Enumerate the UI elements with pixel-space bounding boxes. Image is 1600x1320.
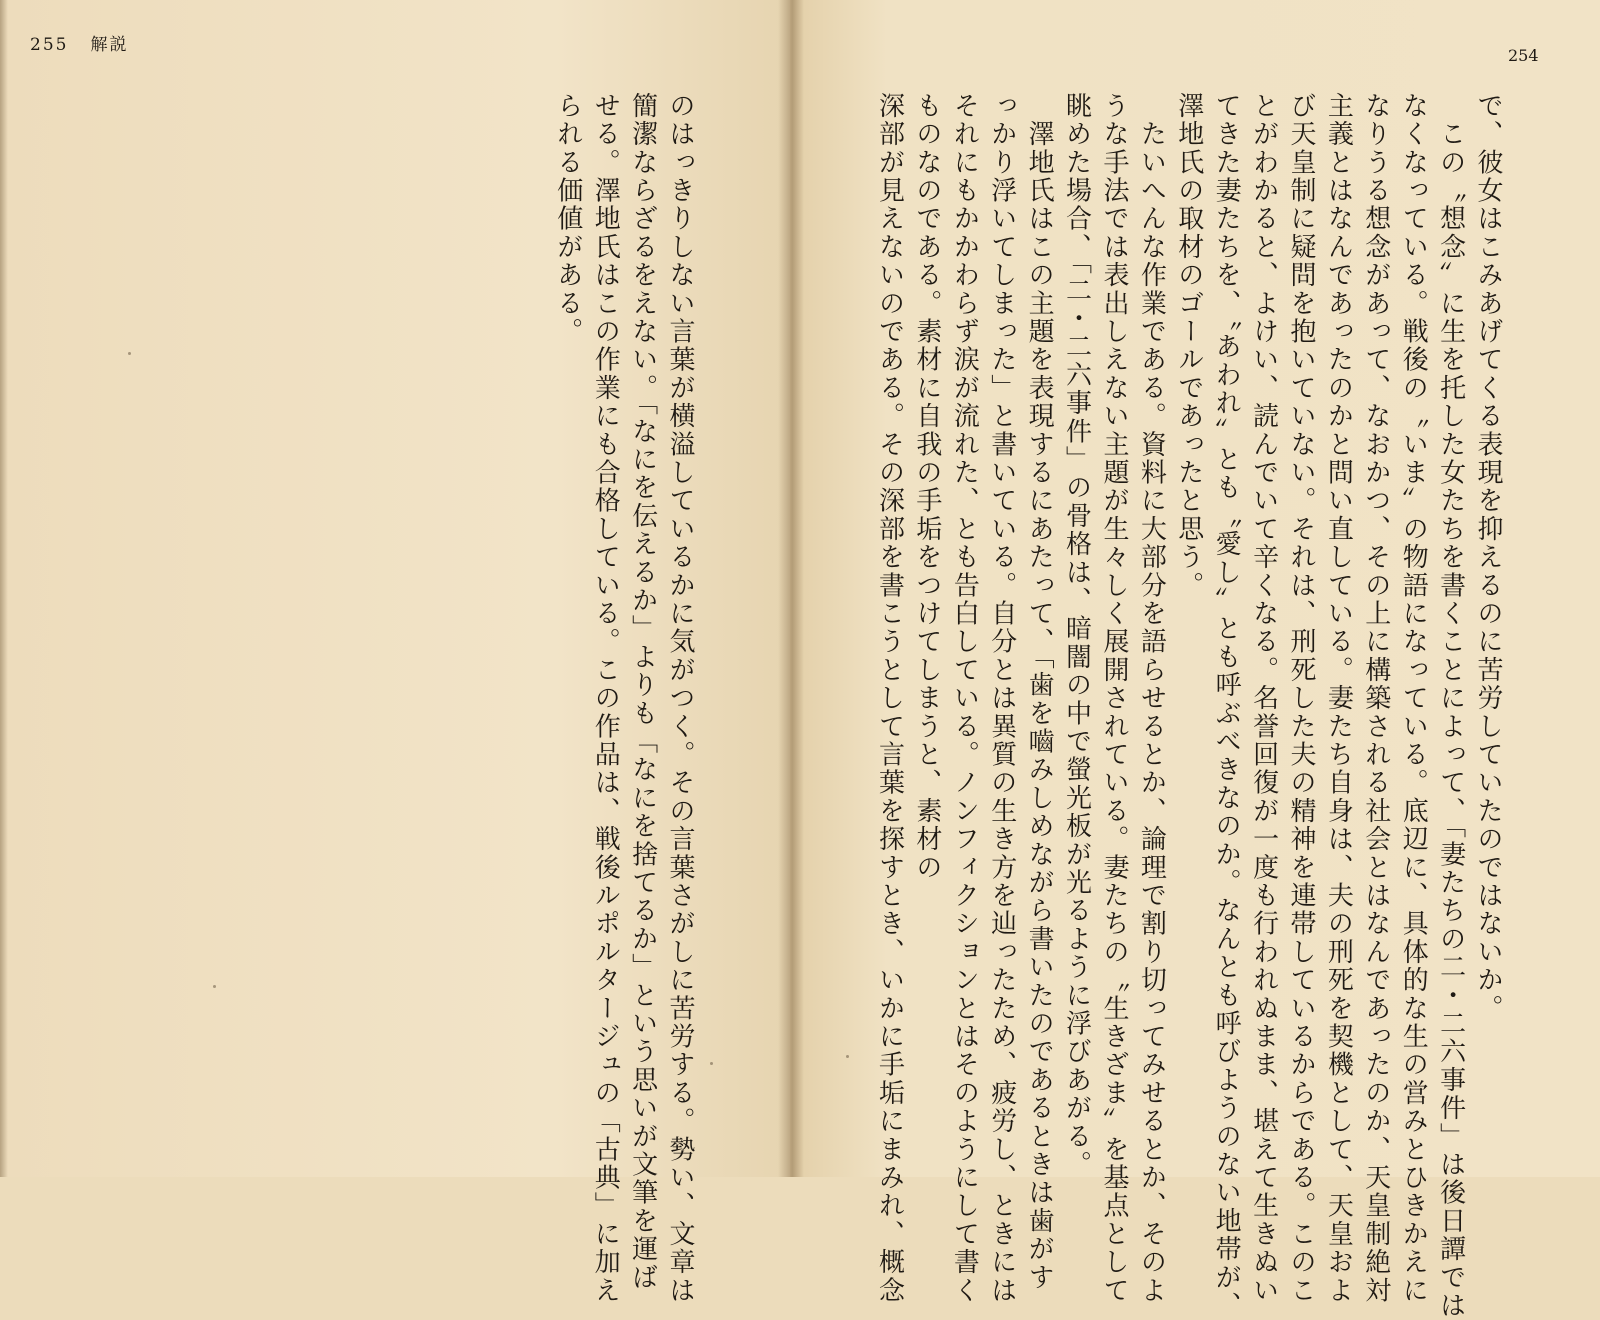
left-page-number: 255 — [30, 35, 69, 55]
left-running-head — [30, 30, 128, 55]
left-page-body-text: のはっきりしない言葉が横溢しているかに気がつく。その言葉さがしに苦労する。勢い、文章は 簡潔ならざるをえない。「なにを伝えるか」よりも「なにを捨てるか」という思いが文筆を運ば せる。澤地氏はこの作業にも合格している。この作品は、戦後ルポルタージュの「古典」に加え られる価値がある。 — [552, 92, 695, 1305]
book-gutter — [778, 0, 804, 1177]
page-edge-shadow — [0, 0, 8, 1177]
section-title: 解説 — [90, 35, 129, 55]
right-page-body-text: で、彼女はこみあげてくる表現を抑えるのに苦労していたのではないか。 この〝想念〟に生を托した女たちを書くことによって、「妻たちの二・二六事件」は後日譚では なくなっている。戦後の〝いま〟の物語になっている。底辺に、具体的な生の営みとひきかえに なりうる想念があって、なおかつ、その上に構築される社会とはなんであったのか、天皇制絶対 主義とはなんであったのかと問い直している。妻たち自身は、夫の刑死を契機として、天皇およ び天皇制に疑問を抱いていない。それは、刑死した夫の精神を連帯しているからである。このこ とがわかると、よけい、読んでいて辛くなる。名誉回復が一度も行われぬまま、堪えて生きぬい てきた妻たちを、〝あわれ〟とも〝愛し〟とも呼ぶべきなのか。なんとも呼びようのない地帯が、 澤地氏の取材のゴールであったと思う。 たいへんな作業である。資料に大部分を語らせるとか、論理で割り切ってみせるとか、そのよ うな手法では表出しえない主題が生々しく展開されている。妻たちの〝生きざま〟を基点として 眺めた場合、「二・二六事件」の骨格は、暗闇の中で螢光板が光るように浮びあがる。 澤地氏はこの主題を表現するにあたって、「歯を嚙みしめながら書いたのであるときは歯がす っかり浮いてしまった」と書いている。自分とは異質の生き方を辿ったため、疲労し、ときには それにもかかわらず涙が流れた、とも告白している。ノンフィクションとはそのようにして書く ものなのである。素材に自我の手垢をつけてしまうと、素材の 深部が見えないのである。その深部を書こうとして言葉を探すとき、いかに手垢にまみれ、概念 — [874, 92, 1503, 1320]
paper-speck — [710, 1062, 713, 1065]
right-page-number: 254 — [1508, 46, 1539, 65]
paper-speck — [128, 352, 131, 355]
paper-speck — [213, 985, 216, 988]
paper-speck — [846, 1055, 849, 1058]
